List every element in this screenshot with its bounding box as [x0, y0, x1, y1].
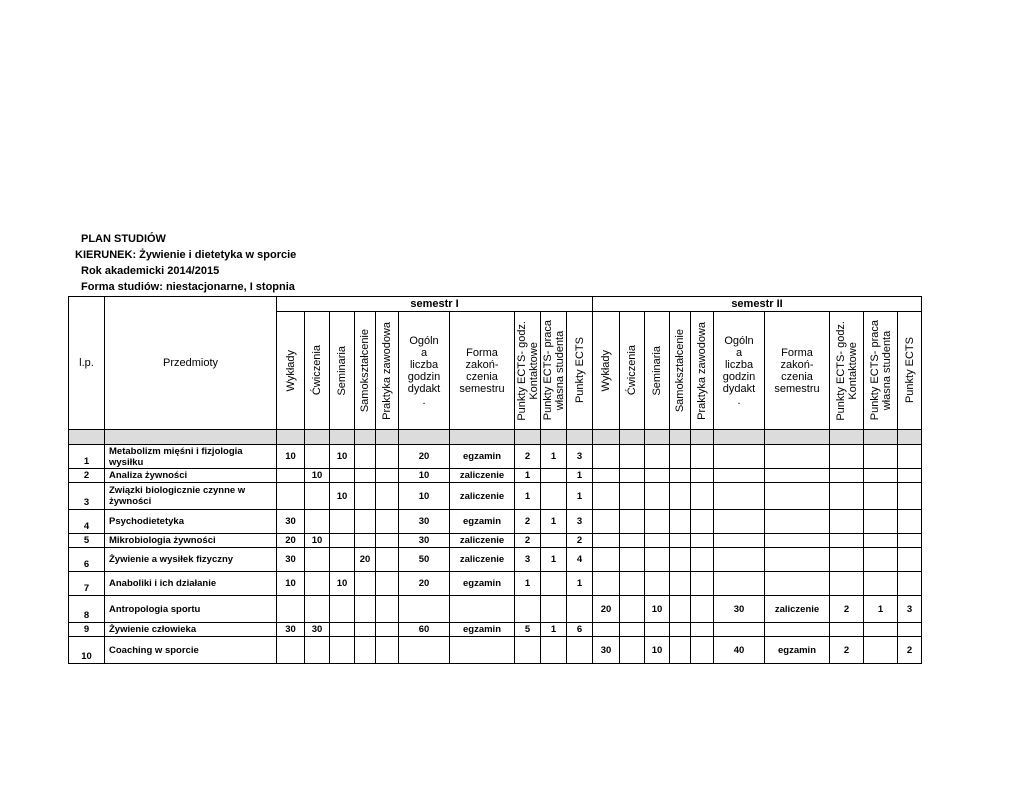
cell-s1-total-hours	[399, 596, 450, 623]
cell-s1-exercises	[305, 596, 330, 623]
cell-s2-ects-self-work: 1	[864, 596, 898, 623]
cell-s2-ects-self-work	[864, 572, 898, 596]
cell-s2-ects-total: 3	[898, 596, 922, 623]
subject-name: Żywienie człowieka	[105, 623, 277, 637]
cell-s2-exercises	[620, 534, 645, 548]
cell-s1-total-hours: 20	[399, 572, 450, 596]
cell-s2-self-study	[670, 637, 691, 664]
row-number: 2	[69, 469, 105, 483]
spacer-cell	[277, 430, 305, 445]
subject-name: Metabolizm mięśni i fizjologia wysiłku	[105, 445, 277, 469]
cell-s1-lectures: 10	[277, 445, 305, 469]
row-number: 5	[69, 534, 105, 548]
cell-s1-self-study	[355, 623, 376, 637]
cell-s1-ects-contact: 3	[515, 548, 541, 572]
cell-s2-total-hours	[714, 469, 765, 483]
cell-s2-ects-contact	[830, 445, 864, 469]
cell-s2-completion-form: zaliczenie	[765, 596, 830, 623]
cell-s2-lectures	[593, 572, 620, 596]
cell-s2-lectures	[593, 483, 620, 510]
cell-s2-seminars	[645, 469, 670, 483]
cell-s2-lectures: 30	[593, 637, 620, 664]
cell-s1-seminars	[330, 637, 355, 664]
col-header-text: Punkty ECTS- praca własna studenta	[541, 320, 566, 421]
row-number: 9	[69, 623, 105, 637]
cell-s1-ects-self-work: 1	[541, 510, 567, 534]
cell-s2-total-hours: 40	[714, 637, 765, 664]
col-header-s1-completion-form: Forma zakoń- czenia semestru	[450, 312, 515, 430]
cell-s1-exercises	[305, 572, 330, 596]
cell-s2-self-study	[670, 623, 691, 637]
cell-s2-total-hours	[714, 623, 765, 637]
cell-s2-practice	[691, 510, 714, 534]
col-header-text: Punkty ECTS	[903, 337, 916, 404]
cell-s2-ects-self-work	[864, 445, 898, 469]
cell-s2-seminars	[645, 623, 670, 637]
cell-s1-completion-form: zaliczenie	[450, 483, 515, 510]
col-header-s2-practice	[691, 312, 714, 430]
cell-s1-total-hours: 10	[399, 469, 450, 483]
cell-s2-ects-total	[898, 510, 922, 534]
cell-s2-exercises	[620, 623, 645, 637]
cell-s2-self-study	[670, 469, 691, 483]
cell-s2-total-hours	[714, 445, 765, 469]
spacer-cell	[330, 430, 355, 445]
col-header-text: Praktyka zawodowa	[381, 321, 393, 420]
cell-s2-ects-total	[898, 445, 922, 469]
spacer-cell	[765, 430, 830, 445]
cell-s1-seminars	[330, 510, 355, 534]
cell-s1-seminars	[330, 548, 355, 572]
cell-s2-exercises	[620, 548, 645, 572]
cell-s1-seminars	[330, 623, 355, 637]
cell-s2-seminars	[645, 534, 670, 548]
row-number: 1	[69, 445, 105, 469]
cell-s2-seminars	[645, 445, 670, 469]
cell-s2-lectures	[593, 510, 620, 534]
col-header-s1-exercises	[305, 312, 330, 430]
cell-s2-total-hours	[714, 534, 765, 548]
col-header-s2-self-study	[670, 312, 691, 430]
cell-s2-self-study	[670, 572, 691, 596]
spacer-cell	[450, 430, 515, 445]
col-header-text: Punkty ECTS	[573, 337, 586, 404]
plan-title: PLAN STUDIÓW	[81, 233, 166, 245]
cell-s1-self-study	[355, 510, 376, 534]
cell-s2-completion-form	[765, 623, 830, 637]
cell-s2-exercises	[620, 510, 645, 534]
col-header-s1-practice	[376, 312, 399, 430]
spacer-cell	[714, 430, 765, 445]
col-header-text: Ćwiczenia	[626, 345, 638, 396]
cell-s1-ects-contact: 2	[515, 445, 541, 469]
cell-s2-self-study	[670, 596, 691, 623]
cell-s2-lectures: 20	[593, 596, 620, 623]
row-number: 10	[69, 637, 105, 664]
cell-s1-lectures	[277, 637, 305, 664]
cell-s1-exercises: 10	[305, 469, 330, 483]
cell-s2-ects-self-work	[864, 534, 898, 548]
col-header-text: Punkty ECTS- godz. Kontaktowe	[834, 320, 859, 421]
col-header-s2-seminars	[645, 312, 670, 430]
cell-s2-practice	[691, 637, 714, 664]
cell-s2-ects-self-work	[864, 510, 898, 534]
row-number: 7	[69, 572, 105, 596]
cell-s2-completion-form	[765, 548, 830, 572]
cell-s2-ects-contact: 2	[830, 637, 864, 664]
spacer-cell	[593, 430, 620, 445]
semester-header-2: semestr II	[593, 297, 922, 312]
col-header-s2-lectures	[593, 312, 620, 430]
cell-s1-exercises	[305, 445, 330, 469]
cell-s2-total-hours: 30	[714, 596, 765, 623]
cell-s1-self-study	[355, 534, 376, 548]
cell-s2-exercises	[620, 469, 645, 483]
spacer-cell	[515, 430, 541, 445]
cell-s1-exercises	[305, 637, 330, 664]
cell-s2-total-hours	[714, 483, 765, 510]
cell-s2-ects-contact	[830, 510, 864, 534]
cell-s1-practice	[376, 483, 399, 510]
cell-s1-practice	[376, 572, 399, 596]
cell-s1-ects-total: 2	[567, 534, 593, 548]
spacer-cell	[567, 430, 593, 445]
cell-s2-total-hours	[714, 572, 765, 596]
cell-s1-ects-self-work: 1	[541, 623, 567, 637]
col-header-text: Samokształcenie	[359, 328, 371, 413]
cell-s2-exercises	[620, 596, 645, 623]
col-header-text: Wykłady	[284, 349, 297, 392]
cell-s2-ects-total	[898, 483, 922, 510]
cell-s1-total-hours: 30	[399, 510, 450, 534]
cell-s2-exercises	[620, 483, 645, 510]
cell-s1-lectures: 30	[277, 548, 305, 572]
col-header-s2-ects-total	[898, 312, 922, 430]
cell-s1-seminars	[330, 534, 355, 548]
cell-s1-exercises: 10	[305, 534, 330, 548]
cell-s2-completion-form	[765, 469, 830, 483]
subject-name: Antropologia sportu	[105, 596, 277, 623]
table-row	[69, 637, 922, 664]
cell-s1-lectures	[277, 596, 305, 623]
cell-s1-seminars: 10	[330, 483, 355, 510]
subject-name: Anaboliki i ich działanie	[105, 572, 277, 596]
spacer-cell	[105, 430, 277, 445]
cell-s2-ects-total	[898, 548, 922, 572]
cell-s1-self-study	[355, 637, 376, 664]
col-header-text: Wykłady	[600, 349, 612, 392]
cell-s1-ects-total: 4	[567, 548, 593, 572]
cell-s1-practice	[376, 637, 399, 664]
cell-s2-exercises	[620, 572, 645, 596]
table-row	[69, 623, 922, 637]
cell-s1-seminars: 10	[330, 572, 355, 596]
cell-s1-ects-self-work	[541, 534, 567, 548]
table-row	[69, 534, 922, 548]
subject-name: Żywienie a wysiłek fizyczny	[105, 548, 277, 572]
cell-s1-seminars	[330, 469, 355, 483]
col-header-s2-total-hours: Ogóln a liczba godzin dydakt .	[714, 312, 765, 430]
subject-name: Coaching w sporcie	[105, 637, 277, 664]
cell-s1-seminars: 10	[330, 445, 355, 469]
col-header-text: Seminaria	[651, 345, 663, 396]
cell-s2-ects-total	[898, 623, 922, 637]
cell-s1-ects-total: 1	[567, 572, 593, 596]
cell-s1-self-study: 20	[355, 548, 376, 572]
col-header-s2-ects-contact	[830, 312, 864, 430]
cell-s1-self-study	[355, 445, 376, 469]
academic-year-label: Rok akademicki 2014/2015	[81, 265, 220, 277]
cell-s2-ects-contact	[830, 623, 864, 637]
cell-s1-ects-total	[567, 637, 593, 664]
cell-s2-practice	[691, 572, 714, 596]
subject-name: Analiza żywności	[105, 469, 277, 483]
subjects-header: Przedmioty	[105, 297, 277, 430]
lp-header: l.p.	[69, 297, 105, 430]
cell-s2-ects-contact: 2	[830, 596, 864, 623]
cell-s1-ects-self-work	[541, 637, 567, 664]
spacer-cell	[864, 430, 898, 445]
subject-name: Psychodietetyka	[105, 510, 277, 534]
cell-s1-lectures: 30	[277, 623, 305, 637]
cell-s2-ects-self-work	[864, 637, 898, 664]
cell-s1-total-hours: 50	[399, 548, 450, 572]
col-header-s1-ects-self-work	[541, 312, 567, 430]
table-row	[69, 572, 922, 596]
cell-s2-seminars	[645, 548, 670, 572]
cell-s2-practice	[691, 483, 714, 510]
cell-s2-lectures	[593, 445, 620, 469]
cell-s1-practice	[376, 510, 399, 534]
cell-s1-ects-total: 1	[567, 483, 593, 510]
cell-s2-practice	[691, 445, 714, 469]
cell-s1-self-study	[355, 596, 376, 623]
cell-s2-completion-form	[765, 445, 830, 469]
cell-s2-ects-contact	[830, 469, 864, 483]
cell-s1-ects-contact	[515, 637, 541, 664]
table-row	[69, 483, 922, 510]
cell-s2-ects-total: 2	[898, 637, 922, 664]
cell-s2-ects-contact	[830, 483, 864, 510]
semester-header-1: semestr I	[277, 297, 593, 312]
col-header-text: Punkty ECTS- praca własna studenta	[868, 320, 893, 421]
spacer-cell	[541, 430, 567, 445]
subject-name: Mikrobiologia żywności	[105, 534, 277, 548]
cell-s1-ects-total: 6	[567, 623, 593, 637]
cell-s1-completion-form: egzamin	[450, 572, 515, 596]
col-header-s1-ects-total	[567, 312, 593, 430]
cell-s1-ects-contact: 1	[515, 572, 541, 596]
cell-s1-ects-self-work	[541, 572, 567, 596]
cell-s2-self-study	[670, 445, 691, 469]
cell-s2-completion-form	[765, 534, 830, 548]
cell-s1-ects-contact: 1	[515, 469, 541, 483]
kierunek-label: KIERUNEK: Żywienie i dietetyka w sporcie	[75, 249, 297, 261]
cell-s1-lectures: 30	[277, 510, 305, 534]
cell-s2-ects-total	[898, 469, 922, 483]
cell-s2-practice	[691, 469, 714, 483]
row-number: 3	[69, 483, 105, 510]
cell-s1-ects-total: 3	[567, 445, 593, 469]
col-header-s1-self-study	[355, 312, 376, 430]
study-form-label: Forma studiów: niestacjonarne, I stopnia	[81, 281, 295, 293]
spacer-cell	[399, 430, 450, 445]
cell-s2-ects-self-work	[864, 548, 898, 572]
col-header-s1-total-hours: Ogóln a liczba godzin dydakt .	[399, 312, 450, 430]
spacer-cell	[376, 430, 399, 445]
col-header-s2-ects-self-work	[864, 312, 898, 430]
col-header-text: Ćwiczenia	[311, 345, 323, 396]
col-header-text: Praktyka zawodowa	[696, 321, 708, 420]
cell-s2-exercises	[620, 445, 645, 469]
cell-s2-exercises	[620, 637, 645, 664]
cell-s2-seminars	[645, 510, 670, 534]
cell-s1-practice	[376, 548, 399, 572]
spacer-cell	[620, 430, 645, 445]
cell-s2-seminars	[645, 572, 670, 596]
spacer-cell	[355, 430, 376, 445]
cell-s1-exercises	[305, 510, 330, 534]
col-header-text: Seminaria	[336, 345, 348, 396]
col-header-s2-exercises	[620, 312, 645, 430]
cell-s1-self-study	[355, 469, 376, 483]
cell-s2-lectures	[593, 469, 620, 483]
subject-name: Związki biologicznie czynne w żywności	[105, 483, 277, 510]
spacer-cell	[69, 430, 105, 445]
cell-s2-completion-form: egzamin	[765, 637, 830, 664]
col-header-s1-seminars	[330, 312, 355, 430]
cell-s2-lectures	[593, 534, 620, 548]
col-header-s2-completion-form: Forma zakoń- czenia semestru	[765, 312, 830, 430]
cell-s2-practice	[691, 534, 714, 548]
cell-s1-practice	[376, 445, 399, 469]
col-header-text: Punkty ECTS- godz. Kontaktowe	[515, 320, 540, 421]
cell-s2-ects-self-work	[864, 483, 898, 510]
cell-s1-self-study	[355, 572, 376, 596]
cell-s2-self-study	[670, 548, 691, 572]
cell-s1-lectures: 20	[277, 534, 305, 548]
cell-s1-lectures	[277, 469, 305, 483]
table-row	[69, 510, 922, 534]
table-row	[69, 548, 922, 572]
cell-s1-ects-total: 3	[567, 510, 593, 534]
spacer-cell	[898, 430, 922, 445]
cell-s1-ects-contact	[515, 596, 541, 623]
row-number: 4	[69, 510, 105, 534]
cell-s1-ects-self-work	[541, 596, 567, 623]
cell-s2-ects-self-work	[864, 623, 898, 637]
cell-s1-exercises: 30	[305, 623, 330, 637]
cell-s2-total-hours	[714, 510, 765, 534]
cell-s1-completion-form: egzamin	[450, 510, 515, 534]
cell-s2-self-study	[670, 483, 691, 510]
cell-s2-completion-form	[765, 510, 830, 534]
spacer-cell	[691, 430, 714, 445]
cell-s1-completion-form: zaliczenie	[450, 534, 515, 548]
cell-s1-total-hours: 10	[399, 483, 450, 510]
cell-s2-self-study	[670, 534, 691, 548]
cell-s1-practice	[376, 596, 399, 623]
cell-s1-completion-form	[450, 596, 515, 623]
cell-s2-seminars: 10	[645, 637, 670, 664]
cell-s1-ects-contact: 1	[515, 483, 541, 510]
cell-s2-self-study	[670, 510, 691, 534]
cell-s2-completion-form	[765, 483, 830, 510]
cell-s1-lectures: 10	[277, 572, 305, 596]
cell-s2-practice	[691, 596, 714, 623]
cell-s1-total-hours: 20	[399, 445, 450, 469]
cell-s1-ects-contact: 5	[515, 623, 541, 637]
table-row	[69, 596, 922, 623]
cell-s1-exercises	[305, 483, 330, 510]
cell-s1-completion-form: zaliczenie	[450, 469, 515, 483]
row-number: 6	[69, 548, 105, 572]
cell-s2-seminars: 10	[645, 596, 670, 623]
cell-s2-practice	[691, 548, 714, 572]
cell-s2-ects-self-work	[864, 469, 898, 483]
cell-s1-seminars	[330, 596, 355, 623]
cell-s2-completion-form	[765, 572, 830, 596]
cell-s1-ects-contact: 2	[515, 534, 541, 548]
cell-s2-seminars	[645, 483, 670, 510]
cell-s2-ects-total	[898, 534, 922, 548]
cell-s1-self-study	[355, 483, 376, 510]
cell-s1-practice	[376, 469, 399, 483]
cell-s2-ects-contact	[830, 534, 864, 548]
cell-s1-ects-self-work: 1	[541, 445, 567, 469]
cell-s1-ects-total	[567, 596, 593, 623]
cell-s2-practice	[691, 623, 714, 637]
cell-s1-exercises	[305, 548, 330, 572]
cell-s2-lectures	[593, 623, 620, 637]
spacer-cell	[670, 430, 691, 445]
cell-s1-ects-total: 1	[567, 469, 593, 483]
cell-s2-total-hours	[714, 548, 765, 572]
col-header-s1-ects-contact	[515, 312, 541, 430]
cell-s1-total-hours	[399, 637, 450, 664]
cell-s1-total-hours: 60	[399, 623, 450, 637]
cell-s2-ects-total	[898, 572, 922, 596]
cell-s1-ects-self-work: 1	[541, 548, 567, 572]
cell-s1-lectures	[277, 483, 305, 510]
cell-s1-completion-form	[450, 637, 515, 664]
col-header-s1-lectures	[277, 312, 305, 430]
cell-s1-completion-form: egzamin	[450, 623, 515, 637]
table-row	[69, 469, 922, 483]
cell-s1-ects-contact: 2	[515, 510, 541, 534]
cell-s1-ects-self-work	[541, 483, 567, 510]
cell-s1-practice	[376, 623, 399, 637]
cell-s2-ects-contact	[830, 548, 864, 572]
cell-s1-completion-form: zaliczenie	[450, 548, 515, 572]
cell-s1-ects-self-work	[541, 469, 567, 483]
spacer-cell	[645, 430, 670, 445]
cell-s1-total-hours: 30	[399, 534, 450, 548]
spacer-cell	[305, 430, 330, 445]
cell-s2-lectures	[593, 548, 620, 572]
col-header-text: Samokształcenie	[674, 328, 686, 413]
table-row	[69, 445, 922, 469]
cell-s1-completion-form: egzamin	[450, 445, 515, 469]
cell-s1-practice	[376, 534, 399, 548]
study-plan-table	[68, 296, 922, 664]
spacer-cell	[830, 430, 864, 445]
cell-s2-ects-contact	[830, 572, 864, 596]
row-number: 8	[69, 596, 105, 623]
